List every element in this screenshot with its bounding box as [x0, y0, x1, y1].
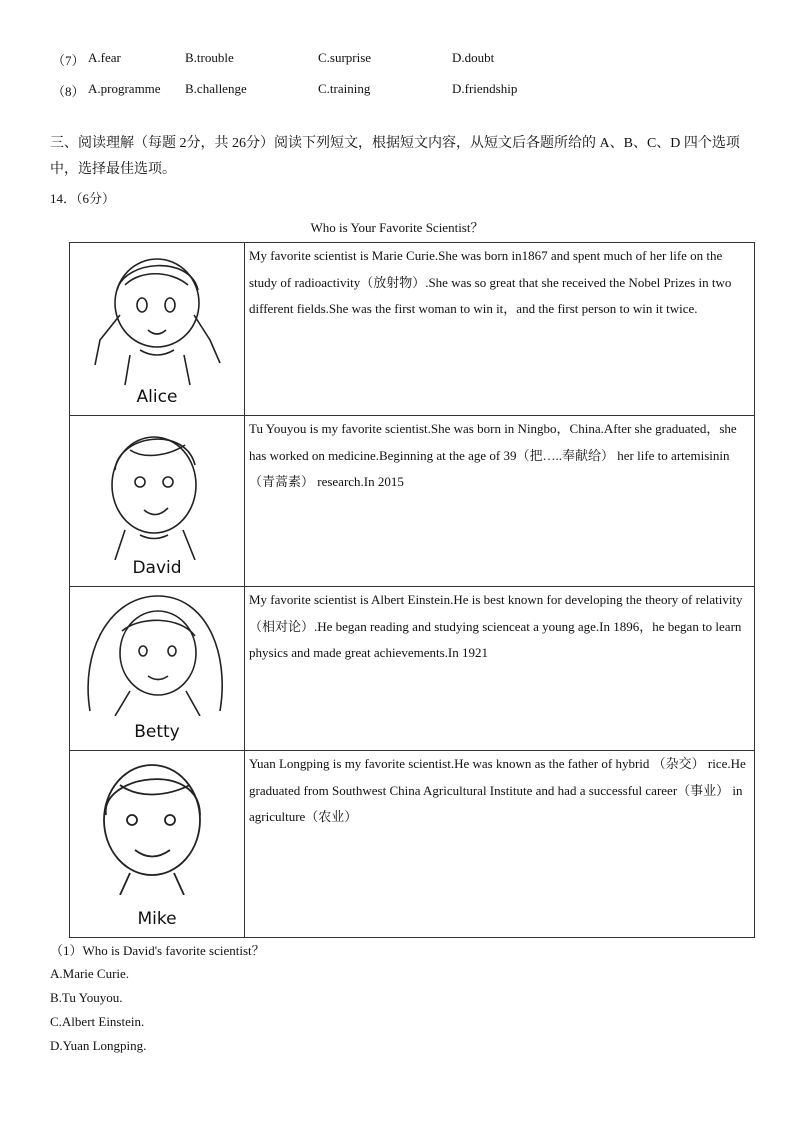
table-row [70, 416, 755, 587]
table-row [70, 587, 755, 751]
table-row [70, 243, 755, 416]
choice-c[interactable]: C.Albert Einstein. [50, 1014, 145, 1029]
option-c: C.training [318, 81, 371, 96]
question-number: 14．（6分） [50, 191, 116, 206]
picture-cell [70, 243, 245, 416]
table-row [70, 751, 755, 938]
picture-cell [70, 587, 245, 751]
choice-a[interactable]: A.Marie Curie. [50, 966, 130, 981]
option-a: A.programme [88, 81, 161, 96]
person-name: Mike [137, 909, 177, 929]
choice-d[interactable]: D.Yuan Longping. [50, 1038, 147, 1053]
person-name: David [132, 558, 182, 578]
passage-title: Who is Your Favorite Scientist？ [310, 220, 484, 235]
option-c: C.surprise [318, 50, 372, 65]
person-name: Betty [134, 722, 180, 742]
betty-portrait-icon [70, 591, 244, 716]
option-d: D.doubt [452, 50, 495, 65]
option-a: A.fear [88, 50, 121, 65]
alice-portrait-icon [70, 245, 244, 390]
description-cell: Tu Youyou is my favorite scientist.She was born in Ningbo，China.After she graduated，she has worked on medicine.Beginning at the age of 39（把…..奉献给） her life to artemisinin（青蒿素） research.In 2015 [245, 416, 755, 587]
instruction-line-2: 中，选择最佳选项。 [50, 162, 176, 177]
option-b: B.trouble [185, 50, 234, 65]
sub-question-stem: （1）Who is David's favorite scientist？ [50, 943, 265, 958]
picture-cell [70, 416, 245, 587]
option-b: B.challenge [185, 81, 247, 96]
section-instructions [50, 131, 760, 183]
choice-b[interactable]: B.Tu Youyou. [50, 990, 123, 1005]
option-number: （8） [52, 84, 85, 99]
description-cell: My favorite scientist is Marie Curie.She was born in1867 and spent much of her life on the study of radioactivity（放射物）.She was so great that she received the Nobel Prizes in two different fields.She was the first woman to win it，and the first person to win it twice. [245, 243, 755, 416]
mike-portrait-icon [70, 755, 244, 895]
scientist-table [69, 242, 755, 938]
david-portrait-icon [70, 420, 244, 560]
description-cell: Yuan Longping is my favorite scientist.He was known as the father of hybrid （杂交） rice.He graduated from Southwest China Agricultural Institute and had a successful career（事业） in agriculture（农业） [245, 751, 755, 938]
picture-cell [70, 751, 245, 938]
person-name: Alice [136, 387, 178, 407]
description-cell: My favorite scientist is Albert Einstein.He is best known for developing the theory of relativity（相对论）.He began reading and studying scienceat a young age.In 1896，he began to learn physics and made great achievements.In 1921 [245, 587, 755, 751]
option-d: D.friendship [452, 81, 518, 96]
option-number: （7） [52, 53, 85, 68]
instruction-line-1: 三、阅读理解（每题 2分，共 26分）阅读下列短文，根据短文内容，从短文后各题所给的 A、B、C、D 四个选项 [50, 136, 740, 151]
